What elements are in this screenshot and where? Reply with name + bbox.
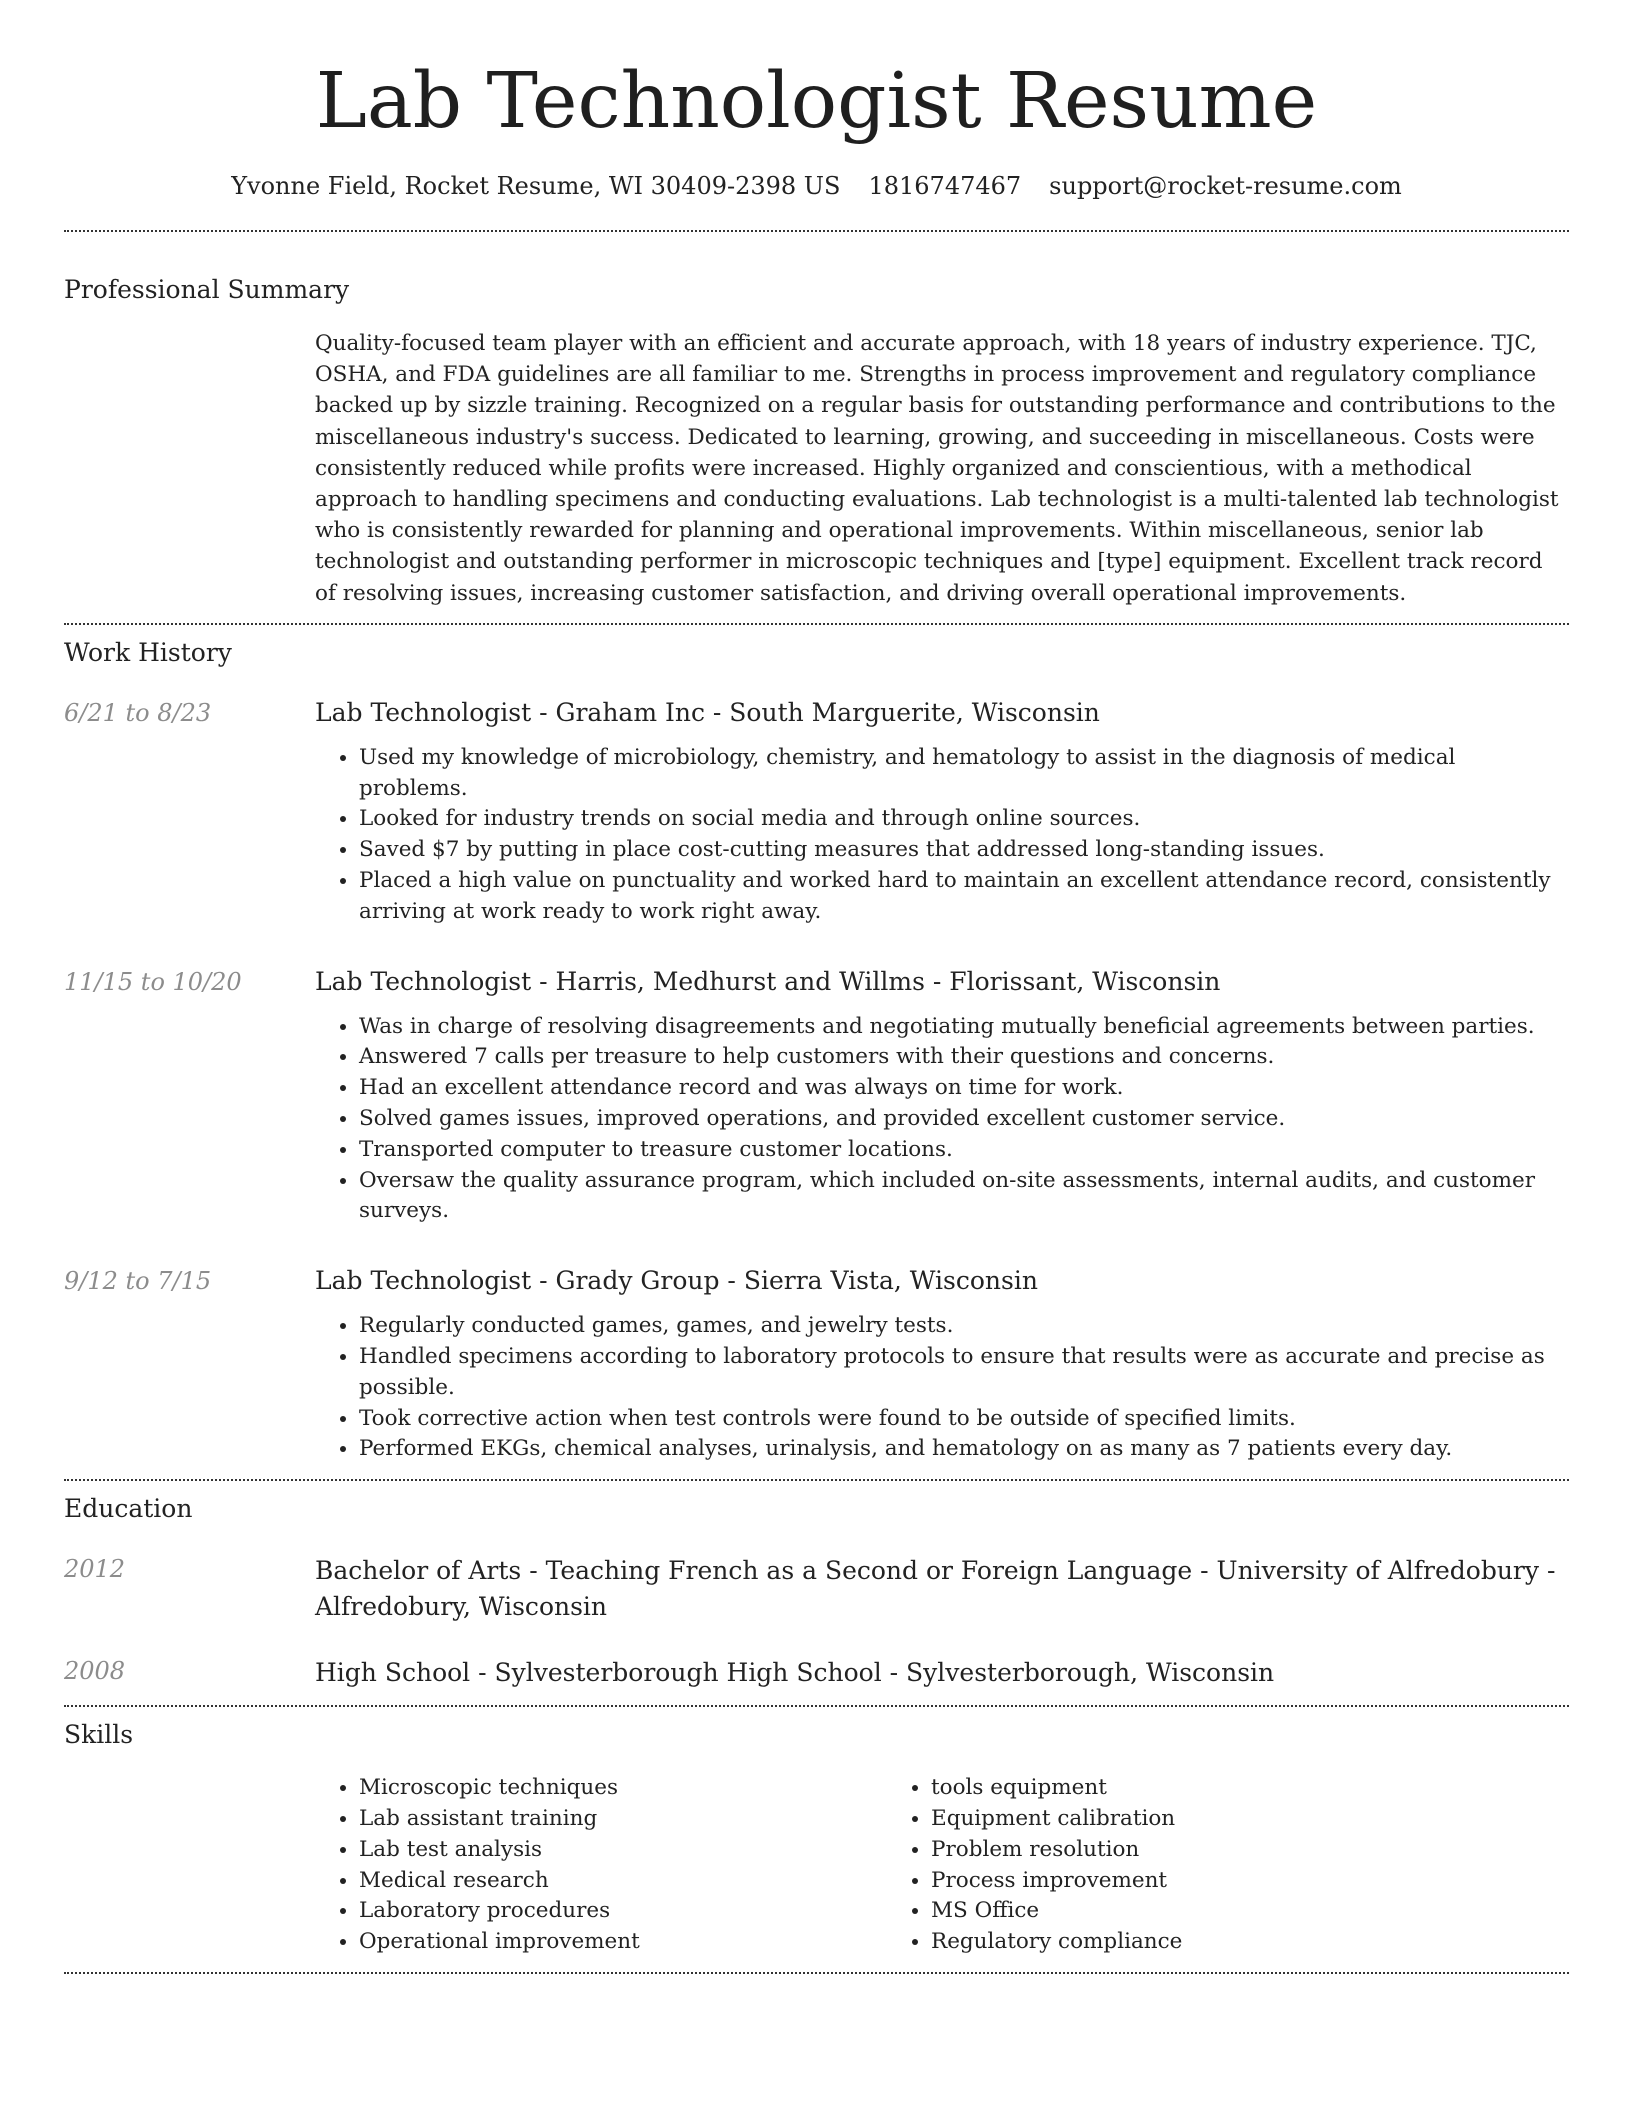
job-bullet: • Used my knowledge of microbiology, chemistry, and hematology to assist in the diagnosis of medical problems. (359, 743, 1569, 805)
job-bullet: • Transported computer to treasure customer locations. (359, 1135, 1569, 1166)
skills-column-right (887, 1773, 1459, 1958)
education-entry (64, 1553, 1569, 1625)
education-year: 2012 (64, 1555, 126, 1584)
skill-item: • MS Office (931, 1896, 1459, 1927)
job-entry (64, 697, 1569, 928)
skill-item: • tools equipment (931, 1773, 1459, 1804)
skills-column-left (315, 1773, 887, 1958)
job-bullets (315, 1311, 1569, 1465)
skill-item: • Problem resolution (931, 1835, 1459, 1866)
divider (64, 230, 1569, 232)
skill-item: • Lab assistant training (359, 1804, 887, 1835)
divider (64, 1705, 1569, 1707)
job-bullet: • Was in charge of resolving disagreements and negotiating mutually beneficial agreements between parties. (359, 1012, 1569, 1043)
summary-text: Quality-focused team player with an efficient and accurate approach, with 18 years of industry experience. TJC, OSHA, and FDA guidelines are all familiar to me. Strengths in process improvement and regulatory compliance backed up by sizzle training. Recognized on a regular basis for outstanding performance and contributions to the miscellaneous industry's success. Dedicated to learning, growing, and succeeding in miscellaneous. Costs were consistently reduced while profits were increased. Highly organized and conscientious, with a methodical approach to handling specimens and conducting evaluations. Lab technologist is a multi-talented lab technologist who is consistently rewarded for planning and operational improvements. Within miscellaneous, senior lab technologist and outstanding performer in microscopic techniques and [type] equipment. Excellent track record of resolving issues, increasing customer satisfaction, and driving overall operational improvements. (315, 331, 1559, 606)
job-bullet: • Answered 7 calls per treasure to help customers with their questions and concerns. (359, 1042, 1569, 1073)
resume-title: Lab Technologist Resume (315, 57, 1318, 146)
skill-item: • Laboratory procedures (359, 1896, 887, 1927)
skill-item: • Medical research (359, 1866, 887, 1897)
job-bullet: • Had an excellent attendance record and was always on time for work. (359, 1073, 1569, 1104)
skill-item: • Equipment calibration (931, 1804, 1459, 1835)
contact-phone: 1816747467 (868, 172, 1022, 200)
skill-item: • Operational improvement (359, 1927, 887, 1958)
job-dates: 11/15 to 10/20 (64, 967, 242, 996)
job-bullet: • Took corrective action when test controls were found to be outside of specified limits. (359, 1404, 1569, 1435)
education-year: 2008 (64, 1657, 126, 1686)
job-title: Lab Technologist - Graham Inc - South Marguerite, Wisconsin (315, 697, 1100, 727)
job-bullets (315, 1012, 1569, 1228)
contact-line (64, 170, 1569, 202)
skill-item: • Microscopic techniques (359, 1773, 887, 1804)
job-entry (64, 1265, 1569, 1465)
work-history-section (64, 637, 1569, 1465)
work-history-heading: Work History (64, 637, 232, 667)
contact-address: Yvonne Field, Rocket Resume, WI 30409-2398 US (231, 172, 841, 200)
job-dates: 9/12 to 7/15 (64, 1267, 212, 1296)
divider (64, 1972, 1569, 1974)
skill-item: • Regulatory compliance (931, 1927, 1459, 1958)
divider (64, 623, 1569, 625)
job-bullet: • Placed a high value on punctuality and worked hard to maintain an excellent attendance record, consistently arriving at work ready to work right away. (359, 866, 1569, 928)
skills-columns (315, 1773, 1569, 1958)
job-title: Lab Technologist - Grady Group - Sierra Vista, Wisconsin (315, 1266, 1038, 1296)
education-section (64, 1493, 1569, 1691)
education-entry (64, 1655, 1569, 1691)
job-bullet: • Saved $7 by putting in place cost-cutting measures that addressed long-standing issues. (359, 835, 1569, 866)
summary-heading: Professional Summary (64, 275, 350, 304)
education-title: High School - Sylvesterborough High School - Sylvesterborough, Wisconsin (315, 1658, 1275, 1688)
job-title: Lab Technologist - Harris, Medhurst and Willms - Florissant, Wisconsin (315, 966, 1221, 996)
summary-section (64, 274, 1569, 609)
skills-section (64, 1719, 1569, 1958)
job-bullet: • Solved games issues, improved operations, and provided excellent customer service. (359, 1104, 1569, 1135)
job-entry (64, 966, 1569, 1228)
divider (64, 1479, 1569, 1481)
job-bullets (315, 743, 1569, 928)
job-bullet: • Looked for industry trends on social media and through online sources. (359, 804, 1569, 835)
contact-email: support@rocket-resume.com (1049, 172, 1402, 200)
job-bullet: • Regularly conducted games, games, and jewelry tests. (359, 1311, 1569, 1342)
job-bullet: • Handled specimens according to laboratory protocols to ensure that results were as accurate and precise as possible. (359, 1342, 1569, 1404)
resume-page (64, 0, 1569, 1974)
skills-heading: Skills (64, 1720, 134, 1750)
skill-item: • Lab test analysis (359, 1835, 887, 1866)
job-bullet: • Performed EKGs, chemical analyses, urinalysis, and hematology on as many as 7 patients every day. (359, 1434, 1569, 1465)
education-title: Bachelor of Arts - Teaching French as a Second or Foreign Language - University of Alfredobury - Alfredobury, Wisconsin (315, 1556, 1556, 1622)
job-dates: 6/21 to 8/23 (64, 698, 212, 727)
education-heading: Education (64, 1494, 193, 1524)
job-bullet: • Oversaw the quality assurance program, which included on-site assessments, internal audits, and customer surveys. (359, 1166, 1569, 1228)
skill-item: • Process improvement (931, 1866, 1459, 1897)
